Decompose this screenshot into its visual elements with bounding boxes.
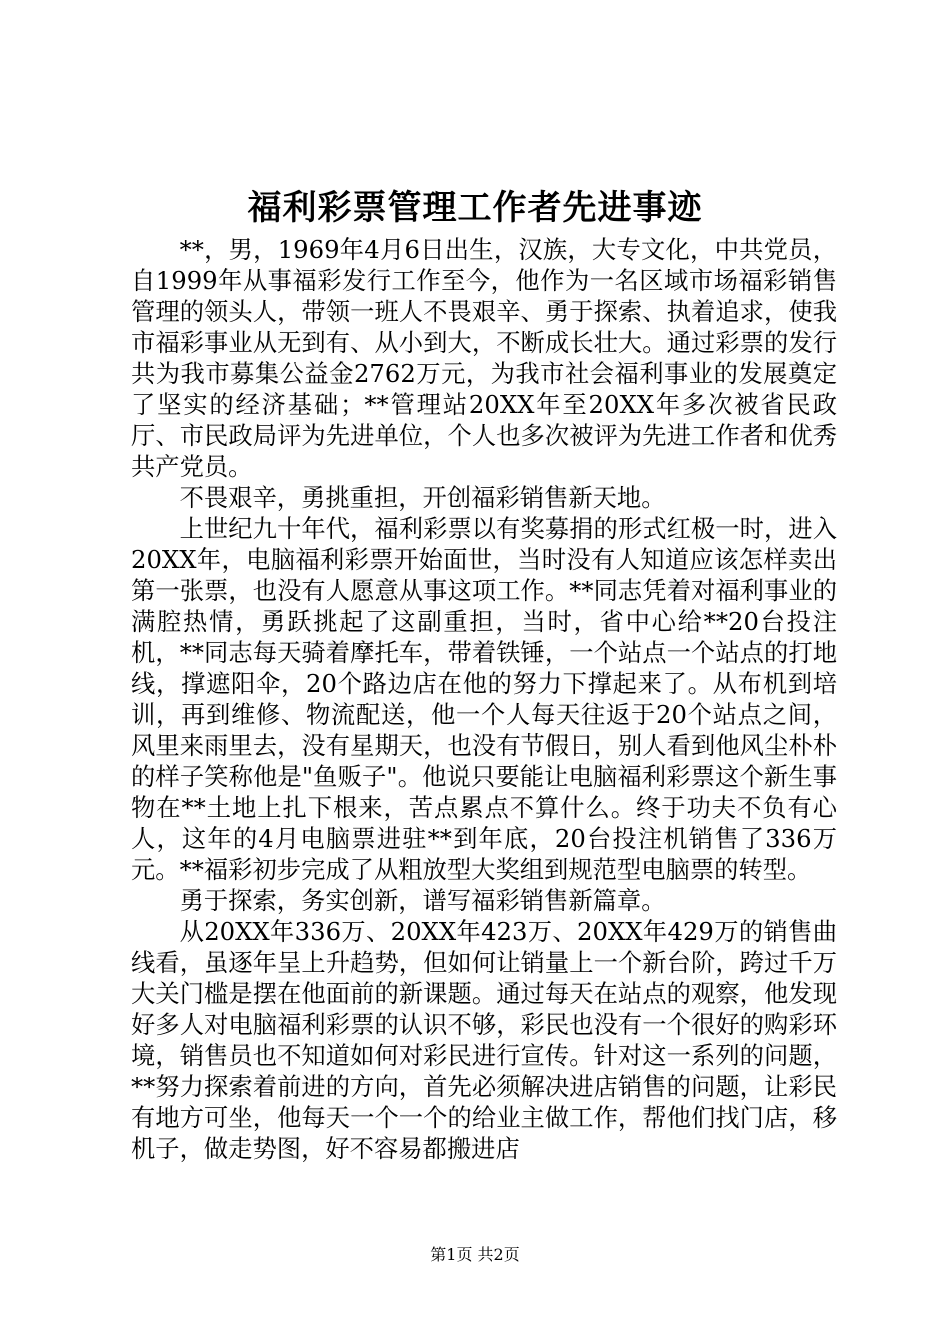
paragraph-heading-2: 勇于探索，务实创新，谱写福彩销售新篇章。 bbox=[179, 886, 666, 915]
paragraph-section-1: 上世纪九十年代，福利彩票以有奖募捐的形式红极一时，进入20XX年，电脑福利彩票开始面世，当时没有人知道应该怎样卖出第一张票，也没有人愿意从事这项工作。**同志凭着对福利事业的满腔热情，勇跃挑起了这副重担，当时，省中心给**20台投注机，**同志每天骑着摩托车，带着铁锤，一个站点一个站点的打地线，撑遮阳伞，20个路边店在他的努力下撑起来了。从布机到培训，再到维修、物流配送，他一个人每天往返于20个站点之间，风里来雨里去，没有星期天，也没有节假日，别人看到他风尘朴朴的样子笑称他是"鱼贩子"。他说只要能让电脑福利彩票这个新生事物在**土地上扎下根来，苦点累点不算什么。终于功夫不负有心人，这年的4月电脑票进驻**到年底，20台投注机销售了336万元。**福彩初步完成了从粗放型大奖组到规范型电脑票的转型。 bbox=[131, 514, 837, 884]
paragraph-section-2: 从20XX年336万、20XX年423万、20XX年429万的销售曲线看，虽逐年呈上升趋势，但如何让销量上一个新台阶，跨过千万大关门槛是摆在他面前的新课题。通过每天在站点的观察，他发现好多人对电脑福利彩票的认识不够，彩民也没有一个很好的购彩环境，销售员也不知道如何对彩民进行宣传。针对这一系列的问题，**努力探索着前进的方向，首先必须解决进店销售的问题，让彩民有地方可坐，他每天一个一个的给业主做工作，帮他们找门店，移机子，做走势图，好不容易都搬进店 bbox=[131, 917, 837, 1163]
document-title: 福利彩票管理工作者先进事迹 bbox=[247, 188, 703, 228]
paragraph-intro: **，男，1969年4月6日出生，汉族，大专文化，中共党员，自1999年从事福彩发行工作至今，他作为一名区域市场福彩销售管理的领头人，带领一班人不畏艰辛、勇于探索、执着追求，使我市福彩事业从无到有、从小到大，不断成长壮大。通过彩票的发行共为我市募集公益金2762万元，为我市社会福利事业的发展奠定了坚实的经济基础；**管理站20XX年至20XX年多次被省民政厅、市民政局评为先进单位，个人也多次被评为先进工作者和优秀共产党员。 bbox=[131, 235, 837, 481]
document-body bbox=[131, 234, 837, 1164]
page-footer: 第1页 共2页 bbox=[430, 1245, 520, 1264]
paragraph-heading-1: 不畏艰辛，勇挑重担，开创福彩销售新天地。 bbox=[179, 483, 666, 512]
